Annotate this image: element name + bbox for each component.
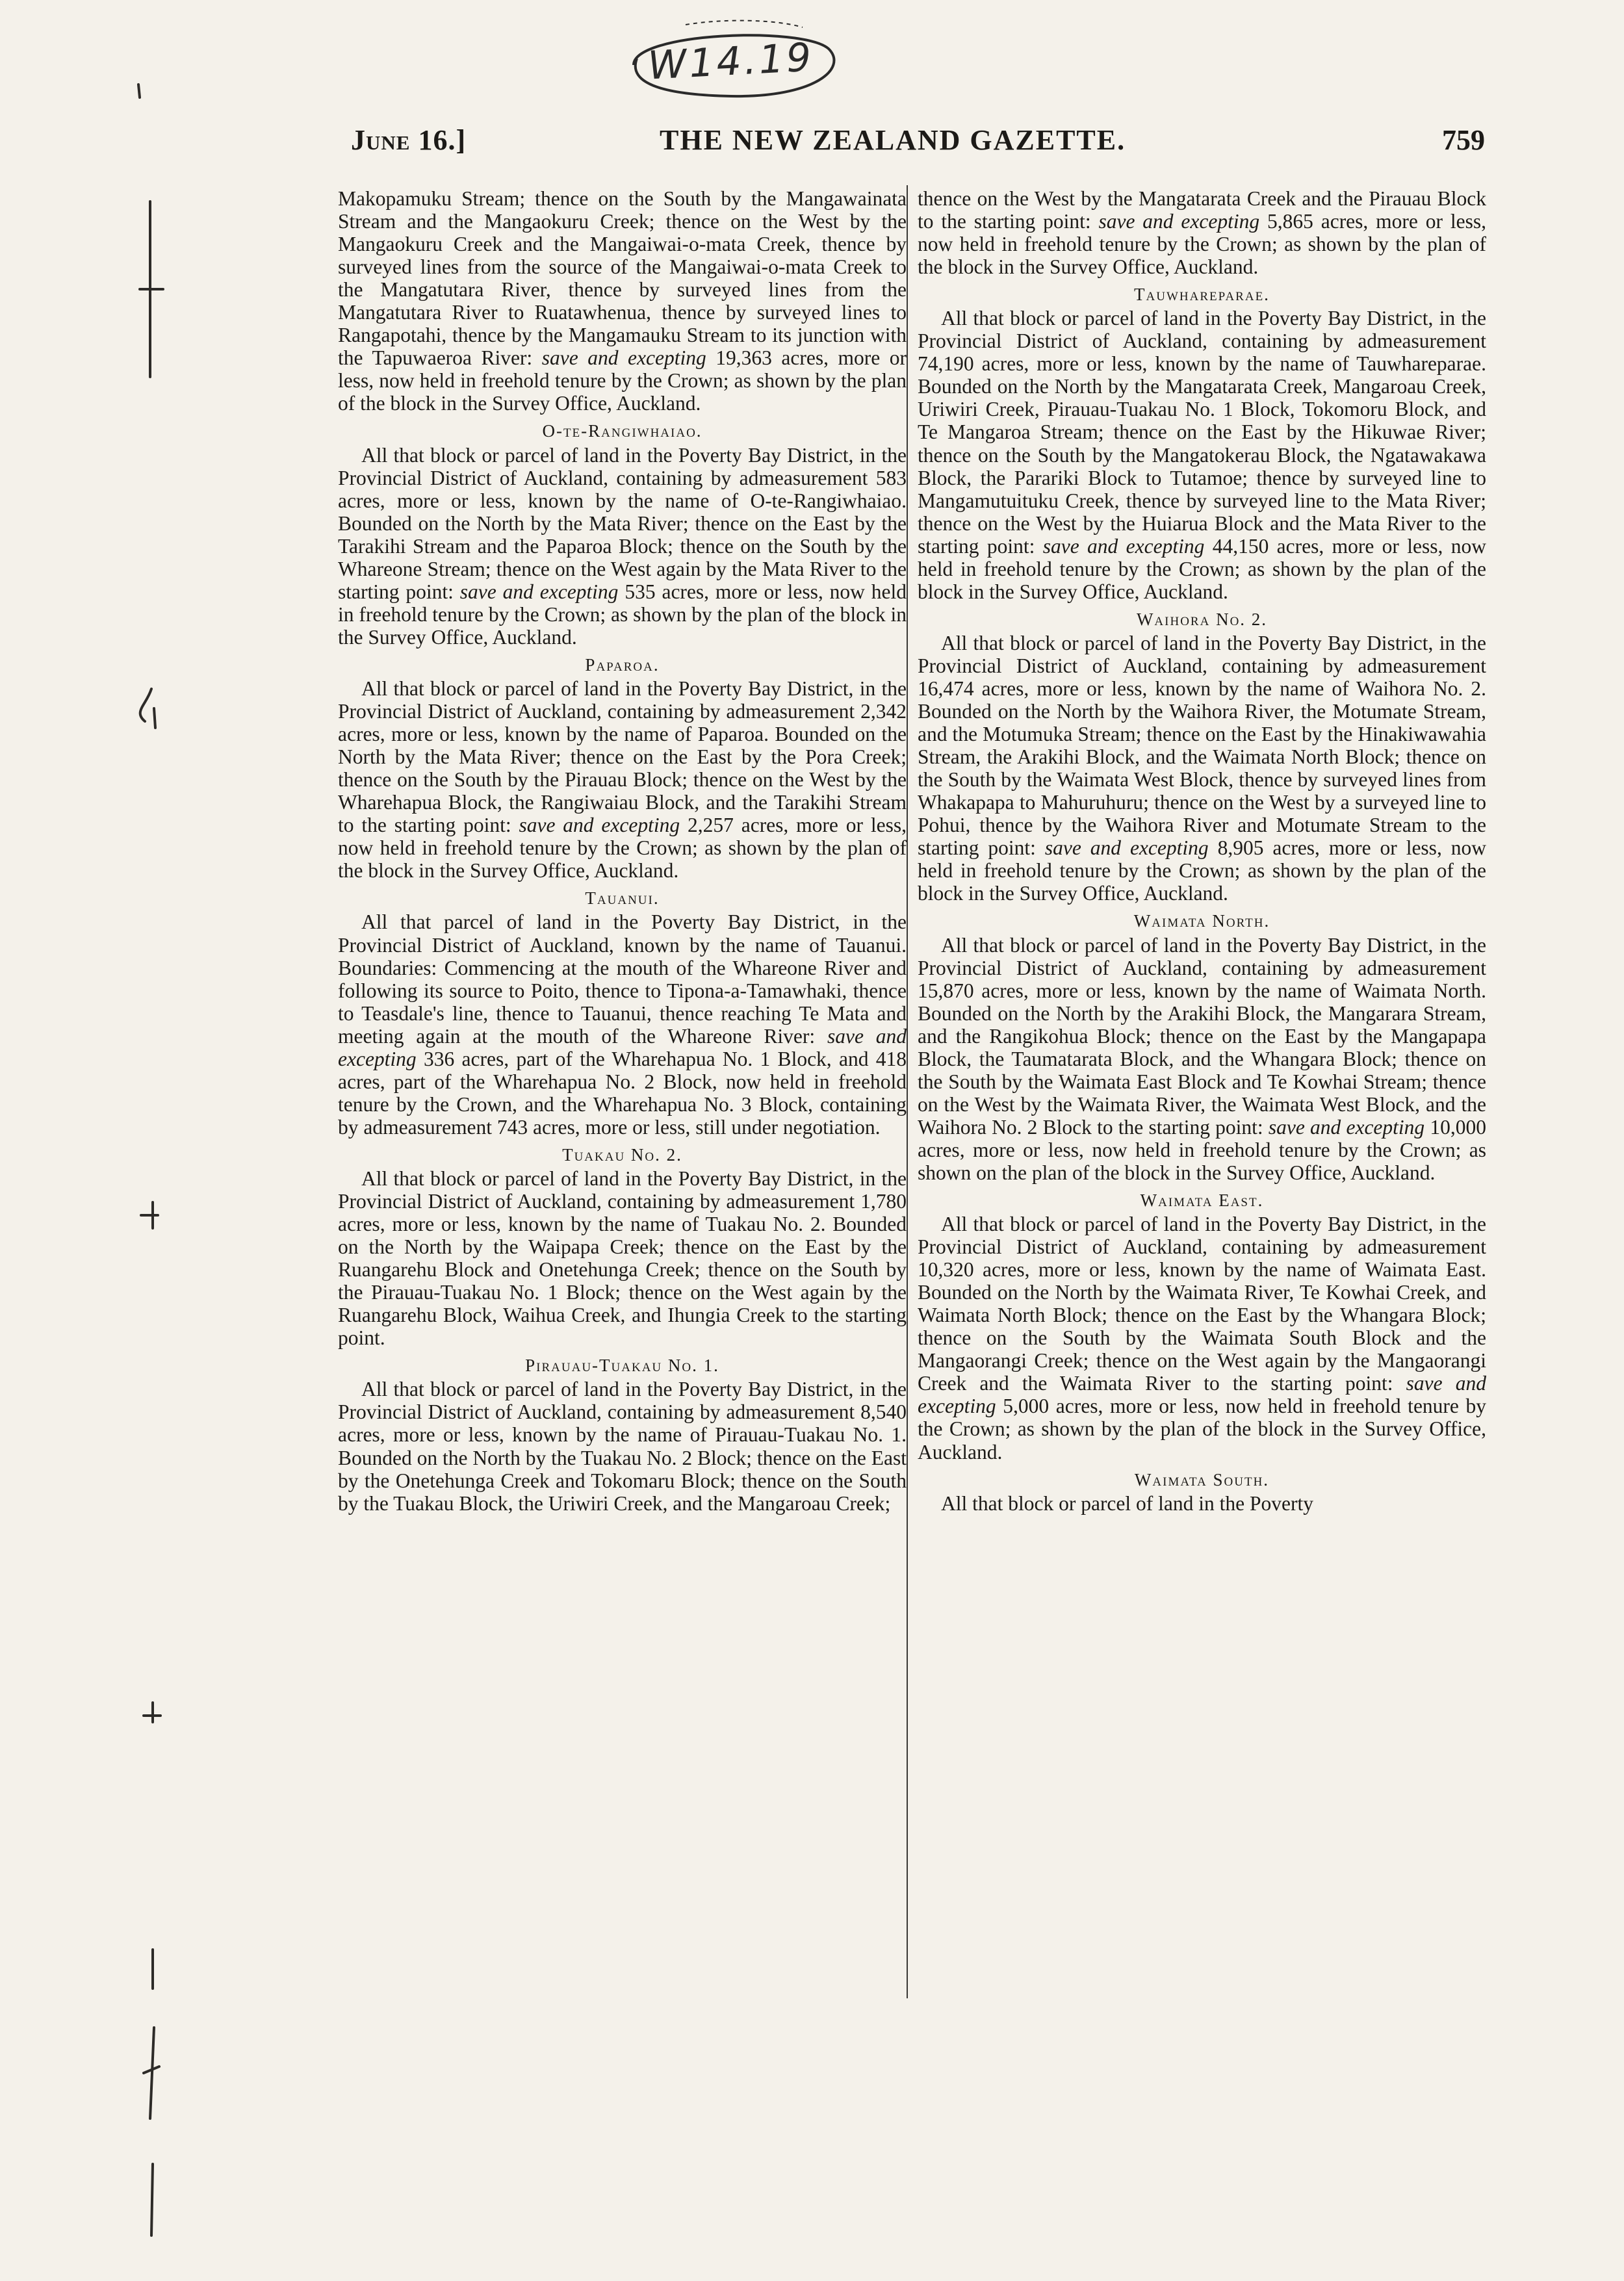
exception-phrase: save and excepting xyxy=(1042,534,1205,558)
paragraph-text: All that block or parcel of land in the Poverty Bay District, in the Provincial District of Auckland, containing by admeasurement 16,474 acres, more or less, known by the name of Waihora No. 2. Bounded on the North by the Waihora River, the Motumate Stream, and the Motumuka Stream; thence on the East by the Hinakiwawahia Stream, the Arakihi Block, and the Waimata North Block; thence on the South by the Waimata West Block, thence by surveyed lines from Whakapapa to Mahuruhuru; thence on the West by a surveyed line to Pohui, thence by the Waihora River and Motumate Stream to the starting point: xyxy=(918,631,1486,860)
section-heading-paparoa: Paparoa. xyxy=(585,654,660,675)
left-column xyxy=(338,187,907,1515)
section-heading-waimata-north: Waimata North. xyxy=(1133,911,1270,931)
exception-phrase: save and excepting xyxy=(338,1024,907,1070)
paragraph-text: All that parcel of land in the Poverty Bay District, in the Provincial District of Auckland, known by the name of Tauanui. Boundaries: Commencing at the mouth of the Whareone River and following its source to Poito, thence to Tipona-a-Tamawhaki, thence to Teasdale's line, thence to Tauanui, thence reaching Te Mata and meeting again at the mouth of the Whareone River: xyxy=(338,910,907,1048)
section-heading-waimata-south: Waimata South. xyxy=(1134,1469,1270,1489)
paragraph-text: 8,905 acres, more or less, now held in freehold tenure by the Crown; as shown by the plan of the block in the Survey Office, Auckland. xyxy=(918,836,1486,905)
margin-pencil-marks xyxy=(127,71,179,2242)
column-divider xyxy=(907,185,908,1998)
section-paragraph: All that block or parcel of land in the Poverty Bay District, in the Provincial District of Auckland, containing by admeasurement 1,780 acres, more or less, known by the name of Tuakau No. 2. Bounded on the North by the Waipapa Creek; thence on the East by the Ruangarehu Block and Onetehunga Creek; thence on the South by the Pirauau-Tuakau No. 1 Block; thence on the West again by the Ruangarehu Block, Waihua Creek, and Ihungia Creek to the starting point. xyxy=(338,1166,907,1350)
paragraph-text: Makopamuku Stream; thence on the South by the Mangawainata Stream and the Mangaokuru Creek; thence on the West by the Mangaokuru Creek and the Mangaiwai-o-mata Creek, thence by surveyed lines from the source of the Mangaiwai-o-mata Creek to the Mangatutara River, thence by surveyed lines from the Mangatutara River to Ruatawhenua, thence by surveyed lines to Rangapotahi, thence by the Mangamauku Stream to its junction with the Tapuwaeroa River: xyxy=(338,187,907,370)
handwritten-note-text: W14.19 xyxy=(647,34,816,89)
section-paragraph xyxy=(338,677,907,882)
exception-phrase: save and excepting xyxy=(1098,210,1260,233)
handwritten-annotation xyxy=(608,13,855,110)
paragraph-text: 5,865 acres, more or less, now held in freehold tenure by the Crown; as shown by the plan of the block in the Survey Office, Auckland. xyxy=(918,210,1486,279)
paragraph-text: 535 acres, more or less, now held in freehold tenure by the Crown; as shown by the plan of the block in the Survey Office, Auckland. xyxy=(338,580,907,649)
section-heading-tuakau-no-2: Tuakau No. 2. xyxy=(562,1144,682,1165)
section-paragraph xyxy=(918,934,1486,1185)
paragraph-text: 19,363 acres, more or less, now held in freehold tenure by the Crown; as shown by the plan of the block in the Survey Office, Auckland. xyxy=(338,346,907,415)
section-heading-tauwhareparae: Tauwhareparae. xyxy=(1134,285,1270,305)
paragraph-text: All that block or parcel of land in the Poverty Bay District, in the Provincial District of Auckland, containing by admeasurement 583 acres, more or less, known by the name of O-te-Rangiwhaiao. Bounded on the North by the Mata River; thence on the East by the Tarakihi Stream and the Paparoa Block; thence on the South by the Whareone Stream; thence on the West again by the Mata River to the starting point: xyxy=(338,443,907,603)
page-number: 759 xyxy=(1442,124,1485,156)
paragraph-text: All that block or parcel of land in the Poverty Bay District, in the Provincial District of Auckland, containing by admeasurement 10,320 acres, more or less, known by the name of Waimata East. Bounded on the North by the Waimata River, Te Kowhai Creek, and Waimata North Block; thence on the East by the Whangara Block; thence on the South by the Waimata South Block and the Mangaorangi Creek; thence on the West again by the Mangaorangi Creek and the Waimata River to the starting point: xyxy=(918,1213,1486,1395)
section-paragraph xyxy=(338,444,907,649)
exception-phrase: save and excepting xyxy=(519,814,680,837)
exception-phrase: save and excepting xyxy=(918,1372,1486,1418)
paragraph-text: 44,150 acres, more or less, now held in freehold tenure by the Crown; as shown by the plan of the block in the Survey Office, Auckland. xyxy=(918,534,1487,603)
paragraph-text: 5,000 acres, more or less, now held in freehold tenure by the Crown; as shown by the plan of the block in the Survey Office, Auckland. xyxy=(918,1395,1486,1463)
section-paragraph xyxy=(338,910,907,1138)
right-column xyxy=(918,187,1486,1515)
section-heading-o-te-rangiwhaiao: O-te-Rangiwhaiao. xyxy=(542,421,702,441)
paragraph-text: 10,000 acres, more or less, now held in freehold tenure by the Crown; as shown on the plan of the block in the Survey Office, Auckland. xyxy=(918,1115,1486,1184)
gazette-title: THE NEW ZEALAND GAZETTE. xyxy=(660,124,1126,156)
header-date: June 16.] xyxy=(351,124,467,156)
paragraph-text: All that block or parcel of land in the Poverty Bay District, in the Provincial District of Auckland, containing by admeasurement 2,342 acres, more or less, known by the name of Paparoa. Bounded on the North by the Mata River; thence on the East by the Pora Creek; thence on the South by the Pirauau Block; thence on the West by the Wharehapua Block, the Rangiwaiau Block, and the Tarakihi Stream to the starting point: xyxy=(338,677,907,837)
section-heading-waimata-east: Waimata East. xyxy=(1140,1191,1264,1211)
section-heading-pirauau-tuakau-no-1: Pirauau-Tuakau No. 1. xyxy=(525,1356,719,1376)
continued-paragraph xyxy=(918,187,1486,278)
section-heading-waihora-no-2: Waihora No. 2. xyxy=(1136,609,1268,629)
paragraph-text: 2,257 acres, more or less, now held in freehold tenure by the Crown; as shown by the plan of the block in the Survey Office, Auckland. xyxy=(338,814,907,883)
paragraph-text: thence on the West by the Mangatarata Creek and the Pirauau Block to the starting point: xyxy=(918,187,1486,233)
exception-phrase: save and excepting xyxy=(1044,836,1209,860)
paragraph-text: All that block or parcel of land in the Poverty Bay District, in the Provincial District of Auckland, containing by admeasurement 15,870 acres, more or less, known by the name of Waimata North. Bounded on the North by the Arakihi Block, the Mangarara Stream, and the Rangikohua Block; thence on the East by the Mangapapa Block, the Taumatarata Block, and the Whangara Block; thence on the South by the Waimata East Block and Te Kowhai Stream; thence on the West by the Waimata River, the Waimata West Block, and the Waihora No. 2 Block to the starting point: xyxy=(918,933,1486,1139)
exception-phrase: save and excepting xyxy=(1268,1115,1425,1139)
exception-phrase: save and excepting xyxy=(541,346,706,370)
section-paragraph: All that block or parcel of land in the Poverty Bay District, in the Provincial District of Auckland, containing by admeasurement 8,540 acres, more or less, known by the name of Pirauau-Tuakau No. 1. Bounded on the North by the Tuakau No. 2 Block; thence on the East by the Onetehunga Creek and Tokomaru Block; thence on the South by the Tuakau Block, the Uriwiri Creek, and the Mangaroau Creek; xyxy=(338,1378,907,1515)
paragraph-text: All that block or parcel of land in the Poverty Bay District, in the Provincial District of Auckland, containing by admeasurement 74,190 acres, more or less, known by the name of Tauwhareparae. Bounded on the North by the Mangatarata Creek, Mangaroau Creek, Uriwiri Creek, Pirauau-Tuakau No. 1 Block, Tokomoru Block, and Te Mangaroa Stream; thence on the East by the Hikuwae River; thence on the South by the Mangatokerau Block, the Ngatawakawa Block, the Parariki Block to Tutamoe; thence by surveyed line to Mangamutuituku Creek, thence by surveyed line to the Mata River; thence on the West by the Huiarua Block and the Mata River to the starting point: xyxy=(918,307,1486,558)
section-heading-tauanui: Tauanui. xyxy=(585,888,660,909)
continued-paragraph xyxy=(338,187,907,415)
exception-phrase: save and excepting xyxy=(459,580,619,603)
section-paragraph xyxy=(918,307,1486,603)
page-header xyxy=(351,123,1485,182)
section-paragraph xyxy=(918,1213,1486,1463)
paragraph-text: 336 acres, part of the Wharehapua No. 1 Block, and 418 acres, part of the Wharehapua No. 2 Block, now held in freehold tenure by the Crown, and the Wharehapua No. 3 Block, containing by admeasurement 743 acres, more or less, still under negotiation. xyxy=(338,1047,907,1139)
section-paragraph: All that block or parcel of land in the Poverty xyxy=(941,1491,1313,1515)
section-paragraph xyxy=(918,632,1486,905)
